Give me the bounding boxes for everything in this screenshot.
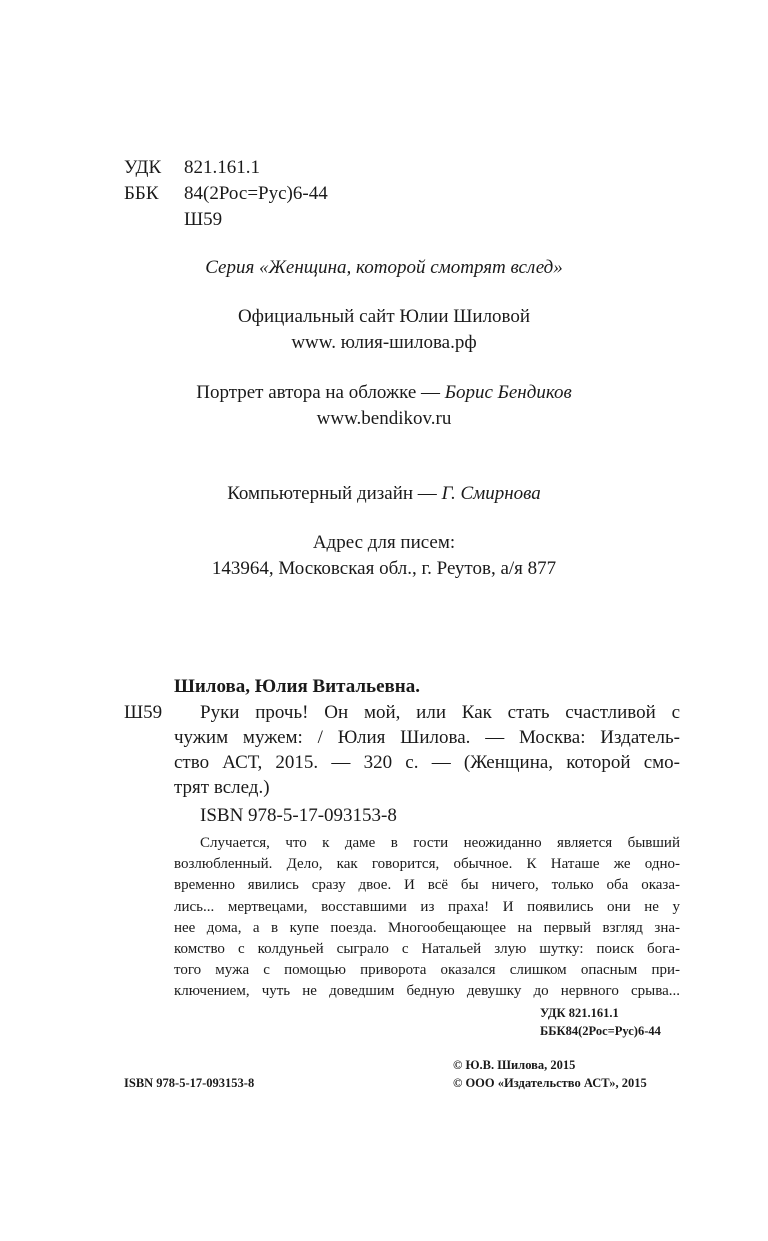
udk-label: УДК [124,157,162,178]
annotation-line: комство с колдуньей сыграло с Натальей злую шутку: поиск бога- [174,941,680,958]
annotation-line: возлюбленный. Дело, как говорится, обычное. К Наташе же одно- [174,856,680,873]
official-site-label: Официальный сайт Юлии Шиловой [237,306,531,327]
biblio-line-3: ство АСТ, 2015. — 320 с. — (Женщина, которой смо- [174,752,680,773]
udk-value: 821.161.1 [184,157,260,178]
bbk-value: 84(2Рос=Рус)6-44 [184,183,328,204]
design-credit [0,483,768,505]
biblio-isbn: ISBN 978-5-17-093153-8 [200,805,397,826]
portrait-prefix: Портрет автора на обложке — [196,382,445,403]
footer-bbk: ББК84(2Рос=Рус)6-44 [540,1024,661,1038]
biblio-line-2: чужим мужем: / Юлия Шилова. — Москва: Издатель- [174,727,680,748]
address-value: 143964, Московская обл., г. Реутов, а/я 877 [211,558,557,579]
design-name: Г. Смирнова [441,483,541,504]
copyright-publisher: © ООО «Издательство АСТ», 2015 [453,1076,647,1090]
annotation [174,833,680,1003]
udk-line [124,155,260,181]
annotation-line: Случается, что к даме в гости неожиданно является бывший [200,835,680,851]
footer-udk: УДК 821.161.1 [540,1006,619,1020]
portrait-credit [0,382,768,404]
annotation-line: временно явились сразу двое. И всё бы ничего, только оба оказа- [174,877,680,894]
biblio-sign: Ш59 [124,702,163,723]
footer-isbn: ISBN 978-5-17-093153-8 [124,1076,255,1090]
portrait-url: www.bendikov.ru [316,408,452,429]
biblio-line-1: Руки прочь! Он мой, или Как стать счастливой с [200,702,680,723]
official-site-url: www. юлия-шилова.рф [291,332,477,353]
series-title: Серия «Женщина, которой смотрят вслед» [205,257,563,278]
biblio-author: Шилова, Юлия Витальевна. [174,676,420,697]
biblio-line-4: трят вслед.) [174,777,270,798]
author-sign: Ш59 [184,209,223,230]
annotation-line: ключением, чуть не доведшим бедную девушку до нервного срыва... [174,983,680,1000]
design-prefix: Компьютерный дизайн — [227,483,442,504]
copyright-author: © Ю.В. Шилова, 2015 [453,1058,576,1072]
annotation-line: нее дома, а в купе поезда. Многообещающее на первый взгляд зна- [174,919,680,936]
bbk-label: ББК [124,183,159,204]
address-label: Адрес для писем: [312,532,456,553]
bbk-line [124,181,328,207]
annotation-line: лись... мертвецами, восставшими из праха! И появились они не у [174,898,680,915]
portrait-artist: Борис Бендиков [444,382,572,403]
annotation-line: того мужа с помощью приворота оказался слишком опасным при- [174,962,680,979]
